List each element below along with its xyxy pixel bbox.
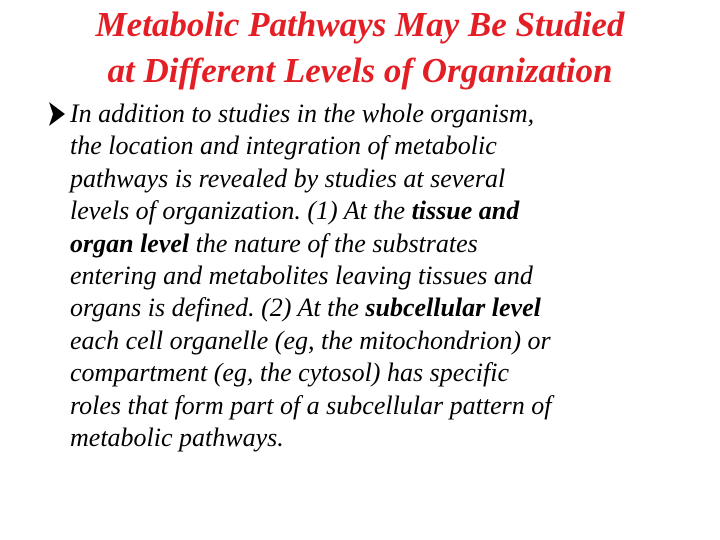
title-line-1: Metabolic Pathways May Be Studied: [95, 5, 625, 44]
body-text: the nature of the substrates: [189, 228, 478, 258]
body-line: each cell organelle (eg, the mitochondrion) or: [70, 325, 551, 355]
body-line: In addition to studies in the whole organism,: [70, 99, 535, 128]
body-line: pathways is revealed by studies at several: [70, 163, 506, 193]
body-text: levels of organization. (1) At the: [70, 196, 412, 226]
emphasis-subcellular-level: subcellular level: [365, 293, 541, 323]
bullet-text: [70, 98, 710, 454]
slide-title: [0, 2, 720, 94]
body-line: entering and metabolites leaving tissues and: [70, 261, 533, 291]
emphasis-organ-level: organ level: [70, 228, 190, 258]
body-line: compartment (eg, the cytosol) has specific: [70, 358, 509, 388]
body-line: the location and integration of metabolic: [70, 131, 497, 161]
body-line: [70, 292, 710, 324]
title-line-2: at Different Levels of Organization: [107, 51, 613, 90]
body-text: organs is defined. (2) At the: [70, 293, 366, 323]
emphasis-tissue-and: tissue and: [411, 196, 520, 226]
arrow-check-bullet-icon: [48, 101, 66, 127]
body-line: [70, 228, 710, 260]
body-line: metabolic pathways.: [70, 423, 284, 453]
body-line: roles that form part of a subcellular pattern of: [70, 390, 552, 420]
body-line: [70, 195, 710, 227]
